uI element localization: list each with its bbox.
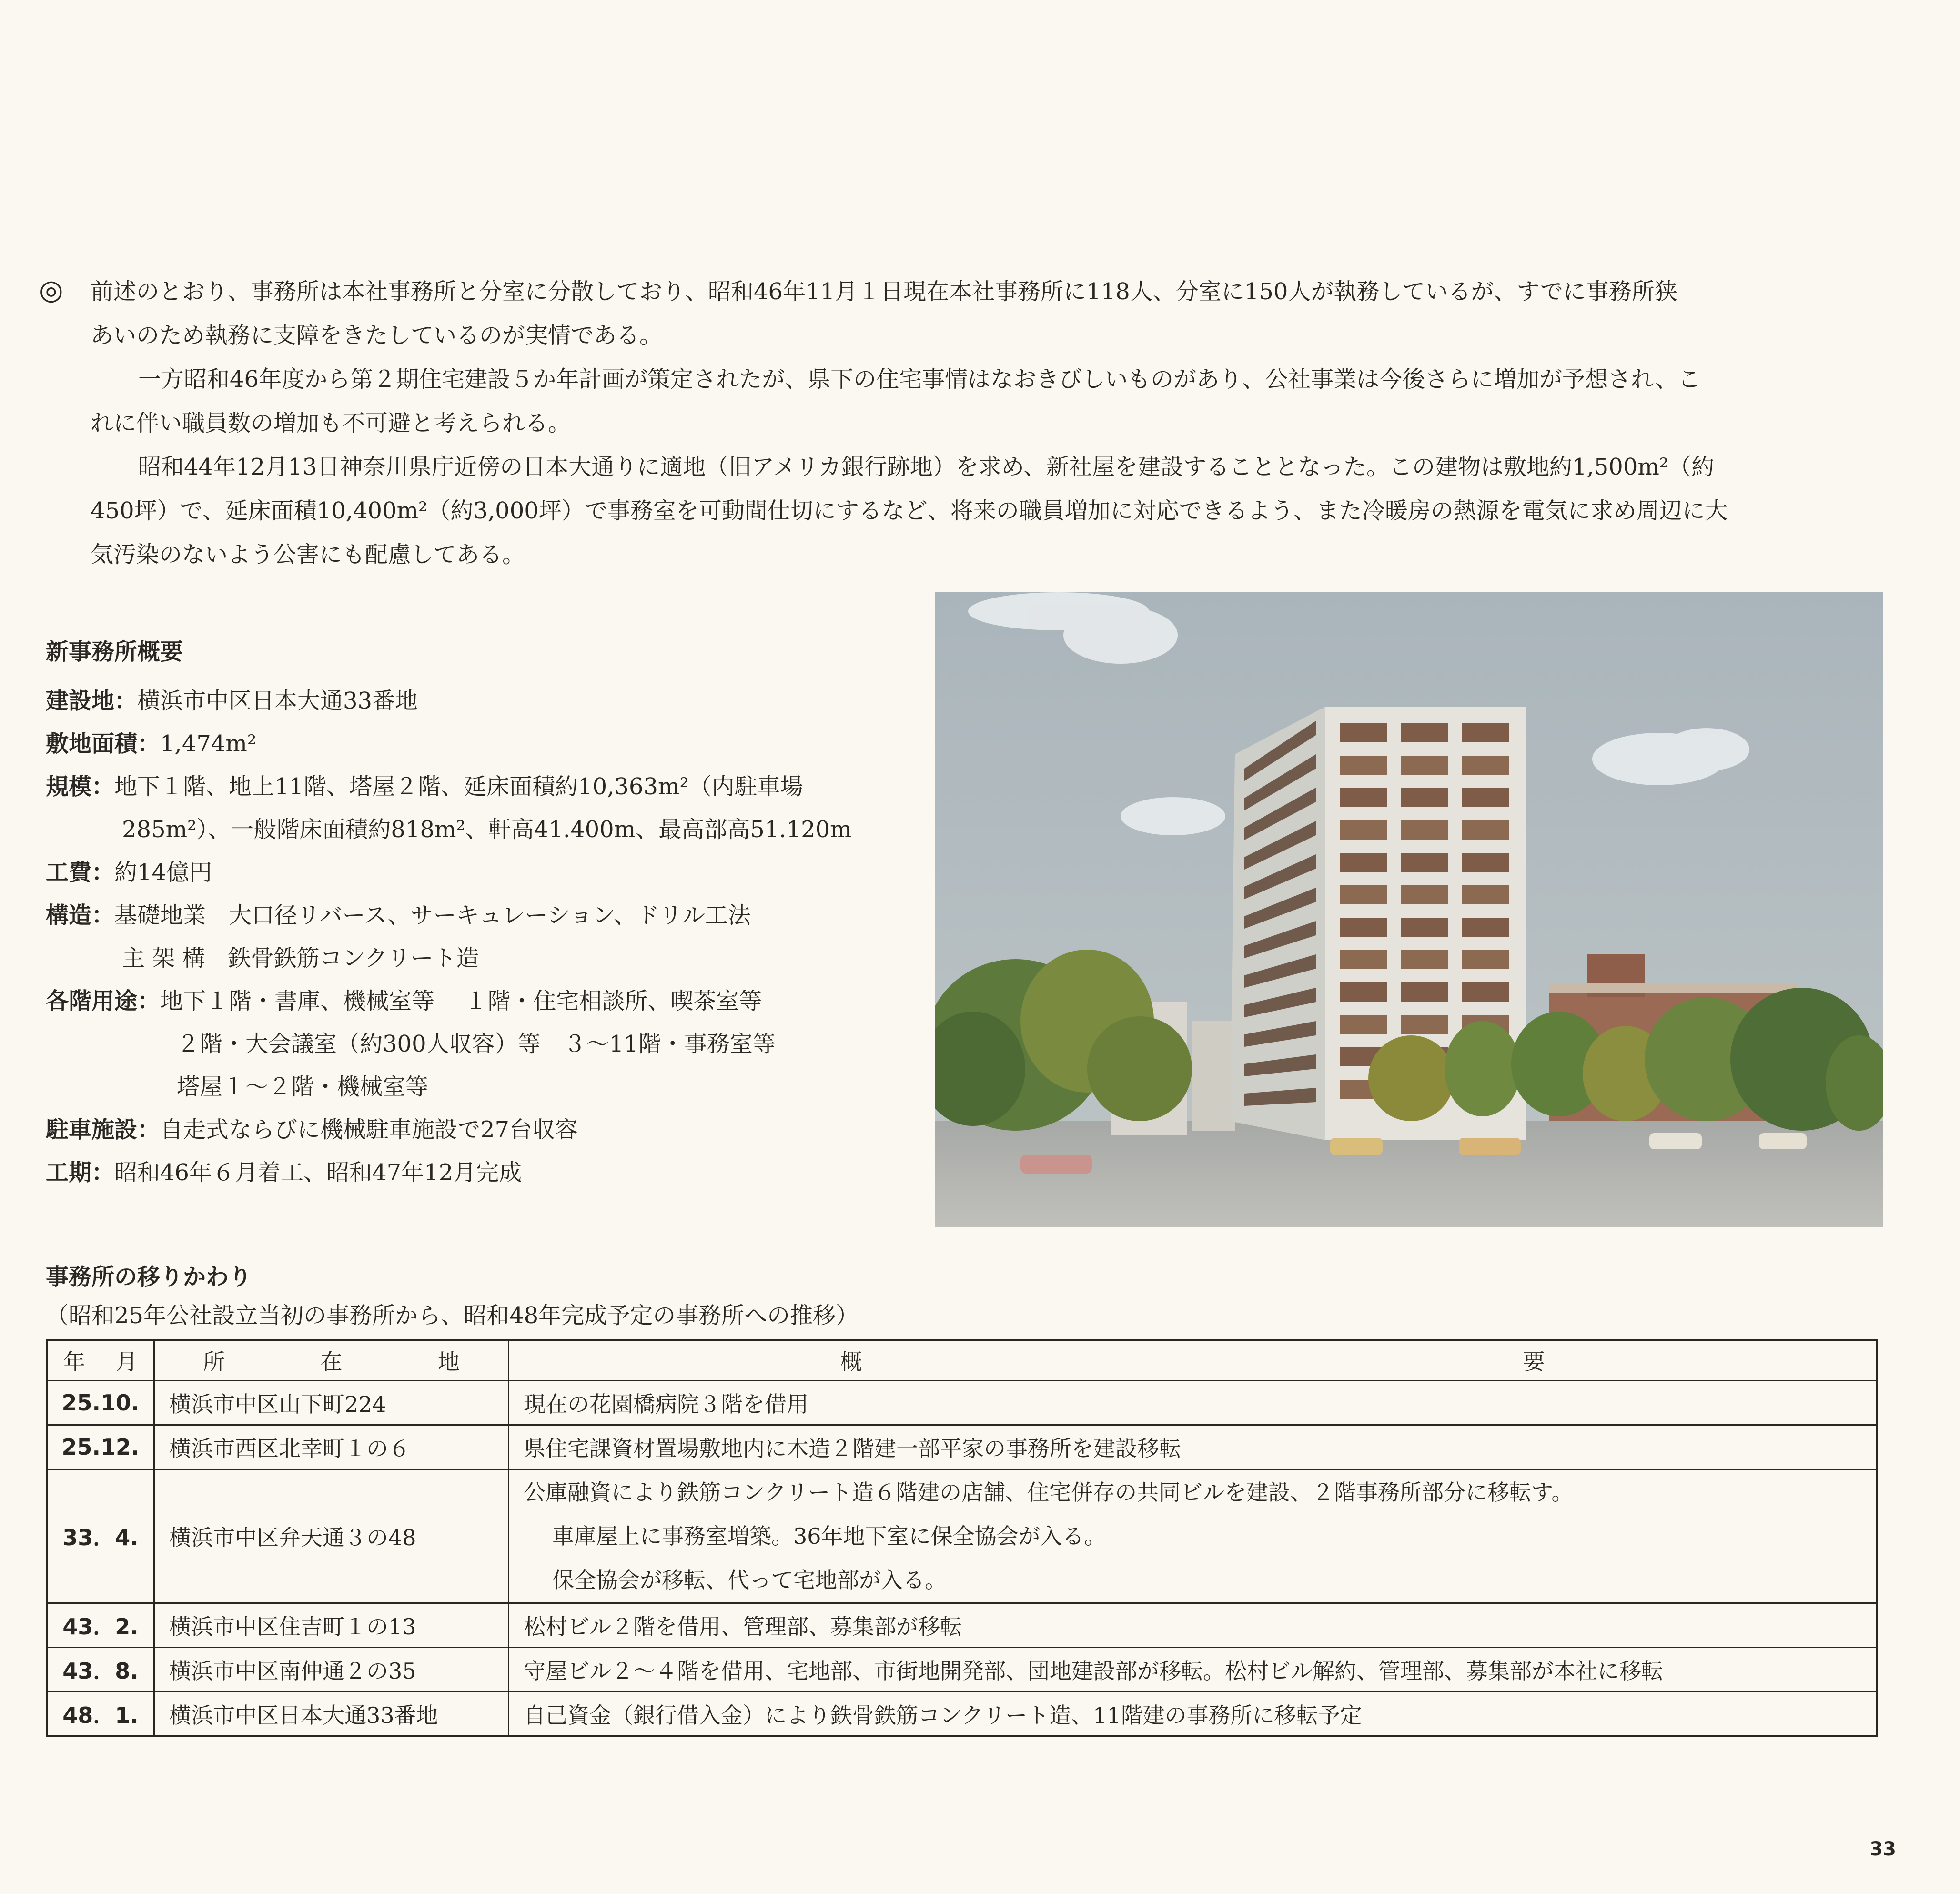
building-illustration-art [935, 592, 1883, 1227]
overview-parking [46, 1108, 941, 1151]
overview-value: 約14億円 [114, 859, 212, 886]
window [1401, 788, 1448, 807]
cell-summary: 自己資金（銀行借入金）により鉄骨鉄筋コンクリート造、11階建の事務所に移転予定 [509, 1692, 1877, 1737]
overview-value: 昭和46年６月着工、昭和47年12月完成 [114, 1159, 522, 1186]
overview-site [46, 679, 941, 722]
window [1401, 723, 1448, 742]
table-row [47, 1603, 1877, 1648]
summary-line: 保全協会が移転、代って宅地部が入る。 [552, 1567, 947, 1593]
window [1340, 1015, 1387, 1034]
overview-continuation: ２階・大会議室（約300人収容）等 ３～11階・事務室等 [177, 1031, 776, 1057]
overview-label: 工費： [46, 859, 115, 886]
overview-continuation: 主 架 構 鉄骨鉄筋コンクリート造 [122, 945, 479, 972]
header-char: 年 [63, 1349, 85, 1375]
intro-line: あいのため執務に支障をきたしているのが実情である。 [91, 322, 663, 349]
table-row [47, 1692, 1877, 1737]
column-header-summary [509, 1340, 1877, 1381]
summary-line: 公庫融資により鉄筋コンクリート造６階建の店舗、住宅併存の共同ビルを建設、２階事務所部分に移転す。 [524, 1479, 1574, 1505]
window [1401, 950, 1448, 969]
cell-date: 25.10. [47, 1381, 154, 1425]
cell-location: 横浜市西区北幸町１の６ [154, 1425, 509, 1469]
window [1340, 885, 1387, 904]
overview-scale [46, 765, 941, 808]
page-number: 33 [1869, 1838, 1896, 1860]
overview-label: 構造： [46, 902, 115, 929]
cell-summary: 松村ビル２階を借用、管理部、募集部が移転 [509, 1603, 1877, 1648]
window [1340, 820, 1387, 840]
window [1462, 723, 1509, 742]
cell-location: 横浜市中区山下町224 [154, 1381, 509, 1425]
overview-label: 規模： [46, 773, 115, 800]
cell-date: 25.12. [47, 1425, 154, 1469]
cell-summary: 守屋ビル２～４階を借用、宅地部、市街地開発部、団地建設部が移転。松村ビル解約、管理部、募集部が本社に移転 [509, 1648, 1877, 1692]
window [1462, 820, 1509, 840]
cell-date: 48．1. [47, 1692, 154, 1737]
cell-summary: 県住宅課資材置場敷地内に木造２階建一部平家の事務所を建設移転 [509, 1425, 1877, 1469]
intro-paragraph-1: ◎ 前述のとおり、事務所は本社事務所と分室に分散しており、昭和46年11月１日現在本社事務所に118人、分室に150人が執務しているが、すでに事務所狭 [39, 268, 1888, 314]
overview-land-area [46, 722, 941, 765]
window [1340, 918, 1387, 937]
window [1340, 950, 1387, 969]
overview-continuation: 285m²）、一般階床面積約818m²、軒高41.400m、最高部高51.120m [122, 816, 852, 843]
cell-summary: 現在の花園橋病院３階を借用 [509, 1381, 1877, 1425]
window [1401, 885, 1448, 904]
cell-location: 横浜市中区日本大通33番地 [154, 1692, 509, 1737]
overview-value: 1,474m² [160, 730, 257, 757]
window [1401, 820, 1448, 840]
window [1401, 756, 1448, 775]
history-heading: 事務所の移りかわり [46, 1264, 252, 1290]
column-header-date [47, 1340, 154, 1381]
window [1462, 756, 1509, 775]
overview-value: 地下１階、地上11階、塔屋２階、延床面積約10,363m²（内駐車場 [114, 773, 803, 800]
overview-structure [46, 894, 941, 937]
header-char: 所 [203, 1349, 225, 1375]
window [1401, 853, 1448, 872]
table-row [47, 1425, 1877, 1469]
overview-value: 地下１階・書庫、機械室等 １階・住宅相談所、喫茶室等 [160, 988, 762, 1014]
overview-floor-use [46, 980, 941, 1023]
building-illustration [935, 592, 1883, 1227]
cell-date: 33．4. [47, 1469, 154, 1603]
intro-line: 昭和44年12月13日神奈川県庁近傍の日本大通りに適地（旧アメリカ銀行跡地）を求め、新社屋を建設することとなった。この建物は敷地約1,500m²（約 [138, 454, 1715, 480]
history-table [46, 1339, 1878, 1737]
double-circle-mark-icon: ◎ [39, 273, 63, 306]
window [1340, 788, 1387, 807]
overview-label: 各階用途： [46, 988, 161, 1014]
window [1401, 918, 1448, 937]
overview-period [46, 1151, 941, 1194]
cell-location: 横浜市中区南仲通２の35 [154, 1648, 509, 1692]
table-row [47, 1648, 1877, 1692]
intro-line: れに伴い職員数の増加も不可避と考えられる。 [91, 410, 571, 436]
intro-line: 一方昭和46年度から第２期住宅建設５か年計画が策定されたが、県下の住宅事情はなおきびしいものがあり、公社事業は今後さらに増加が予想され、こ [138, 366, 1701, 393]
office-history [46, 1258, 1885, 1737]
window [1401, 982, 1448, 1002]
overview-value: 横浜市中区日本大通33番地 [137, 688, 418, 714]
header-char: 在 [320, 1349, 343, 1375]
overview-label: 建設地： [46, 688, 138, 714]
overview-label: 工期： [46, 1159, 115, 1186]
cell-date: 43．8. [47, 1648, 154, 1692]
overview-value: 基礎地業 大口径リバース、サーキュレーション、ドリル工法 [114, 902, 751, 929]
window [1462, 918, 1509, 937]
table-row [47, 1381, 1877, 1425]
window [1462, 853, 1509, 872]
window [1462, 885, 1509, 904]
overview-continuation: 塔屋１～２階・機械室等 [177, 1074, 429, 1100]
intro-line: 450坪）で、延床面積10,400m²（約3,000坪）で事務室を可動間仕切にするなど、将来の職員増加に対応できるよう、また冷暖房の熱源を電気に求め周辺に大 [91, 497, 1728, 524]
history-subtitle: （昭和25年公社設立当初の事務所から、昭和48年完成予定の事務所への推移） [46, 1302, 859, 1329]
intro-line: 気汚染のないよう公害にも配慮してある。 [91, 541, 525, 568]
intro-text [39, 268, 1888, 577]
window [1462, 982, 1509, 1002]
background-building [1192, 1021, 1235, 1131]
cell-location: 横浜市中区弁天通３の48 [154, 1469, 509, 1603]
header-char: 地 [437, 1349, 460, 1375]
overview-value: 自走式ならびに機械駐車施設で27台収容 [160, 1116, 578, 1143]
header-char: 概 [840, 1349, 862, 1375]
summary-line: 車庫屋上に事務室増築。36年地下室に保全協会が入る。 [552, 1523, 1106, 1549]
window [1401, 1015, 1448, 1034]
cell-summary [509, 1469, 1877, 1603]
window [1462, 950, 1509, 969]
column-header-location [154, 1340, 509, 1381]
table-header-row [47, 1340, 1877, 1381]
overview-cost [46, 851, 941, 894]
overview-heading: 新事務所概要 [46, 638, 183, 665]
header-char: 要 [1523, 1349, 1545, 1375]
header-char: 月 [116, 1349, 138, 1375]
cell-date: 43．2. [47, 1603, 154, 1648]
window [1340, 853, 1387, 872]
window [1340, 982, 1387, 1002]
table-row [47, 1469, 1877, 1603]
new-office-overview [46, 634, 941, 1194]
overview-label: 駐車施設： [46, 1116, 161, 1143]
window [1340, 723, 1387, 742]
cell-location: 横浜市中区住吉町１の13 [154, 1603, 509, 1648]
overview-label: 敷地面積： [46, 730, 161, 757]
window [1340, 756, 1387, 775]
window [1462, 788, 1509, 807]
